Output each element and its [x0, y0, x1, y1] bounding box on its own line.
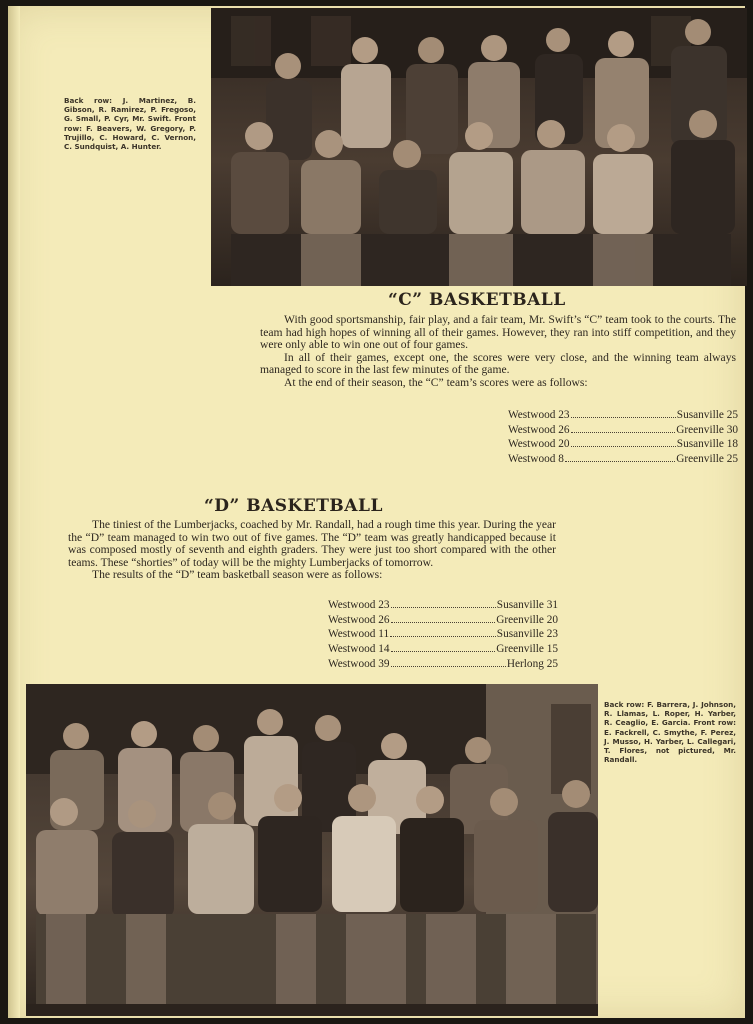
score-home: Westwood 20 [508, 438, 570, 451]
page-binding-shadow [8, 6, 20, 1018]
d-team-photo-caption: Back row: F. Barrera, J. Johnson, R. Llamas, L. Roper, H. Yarber, R. Ceaglio, E. Garcia. Front row: E. Fackrell, C. Smythe, F. Perez, J. Musso, H. Yarber, L. Callegari, T. Flores, not pictured, Mr. Randall. [604, 700, 736, 765]
d-team-article [68, 519, 556, 582]
c-team-paragraph: In all of their games, except one, the scores were very close, and the winning team always managed to score in the last few minutes of the game. [260, 350, 736, 377]
score-row [508, 408, 738, 423]
dot-leader [571, 423, 676, 433]
score-home: Westwood 11 [328, 628, 390, 641]
score-row [508, 423, 738, 438]
score-home: Westwood 26 [508, 423, 570, 436]
yearbook-page [8, 6, 745, 1018]
c-team-heading: “C” BASKETBALL [388, 290, 566, 310]
d-team-heading: “D” BASKETBALL [204, 496, 383, 516]
d-team-scores [328, 598, 558, 672]
score-opponent: Susanville 25 [676, 409, 738, 421]
c-team-photo-caption: Back row: J. Martinez, B. Gibson, R. Ramirez, P. Fregoso, G. Small, P. Cyr, Mr. Swift. Front row: F. Beavers, W. Gregory, P. Trujillo, C. Howard, C. Vernon, C. Sundquist, A. Hunter. [64, 96, 196, 152]
score-row [328, 598, 558, 613]
dot-leader [391, 613, 496, 623]
dot-leader [390, 627, 496, 637]
dot-leader [571, 408, 676, 418]
d-team-paragraph: The results of the “D” team basketball season were as follows: [92, 568, 383, 582]
score-home: Westwood 26 [328, 613, 390, 626]
score-row [328, 642, 558, 657]
dot-leader [391, 642, 496, 652]
score-row [328, 627, 558, 642]
dot-leader [391, 657, 506, 667]
score-opponent: Susanville 23 [496, 628, 558, 641]
score-home: Westwood 23 [508, 409, 570, 421]
score-row [508, 437, 738, 452]
score-opponent: Greenville 20 [496, 613, 558, 626]
c-team-photo-image [211, 8, 747, 286]
score-home: Westwood 8 [508, 453, 564, 466]
score-opponent: Susanville 18 [676, 438, 738, 451]
dot-leader [571, 437, 676, 447]
score-opponent: Herlong 25 [506, 657, 558, 670]
d-team-paragraph: The tiniest of the Lumberjacks, coached by Mr. Randall, had a rough time this year. During the year the “D” team managed to win two out of five games. The “D” team was greatly handicapped because it was composed mostly of seventh and eighth graders. They were just too short compared with the other teams. These “shorties” of today will be the mighty Lumberjacks of tomorrow. [68, 518, 556, 569]
c-team-scores [508, 408, 738, 467]
score-opponent: Greenville 30 [676, 423, 738, 436]
score-home: Westwood 14 [328, 643, 390, 656]
c-team-photo [211, 8, 747, 286]
d-team-photo-image [26, 684, 598, 1016]
score-opponent: Greenville 25 [676, 453, 738, 466]
c-team-paragraph: At the end of their season, the “C” team’s scores were as follows: [284, 375, 588, 389]
c-team-paragraph: With good sportsmanship, fair play, and a fair team, Mr. Swift’s “C” team took to the courts. The team had high hopes of winning all of their games. However, they ran into stiff competition, and they were only able to win one out of four games. [260, 313, 736, 352]
score-opponent: Susanville 31 [496, 599, 558, 611]
dot-leader [391, 598, 496, 608]
score-row [328, 657, 558, 672]
score-home: Westwood 39 [328, 657, 390, 670]
dot-leader [565, 452, 675, 462]
score-home: Westwood 23 [328, 599, 390, 611]
score-row [328, 613, 558, 628]
d-team-photo [26, 684, 598, 1016]
score-opponent: Greenville 15 [496, 643, 558, 656]
score-row [508, 452, 738, 467]
c-team-article [260, 314, 736, 390]
